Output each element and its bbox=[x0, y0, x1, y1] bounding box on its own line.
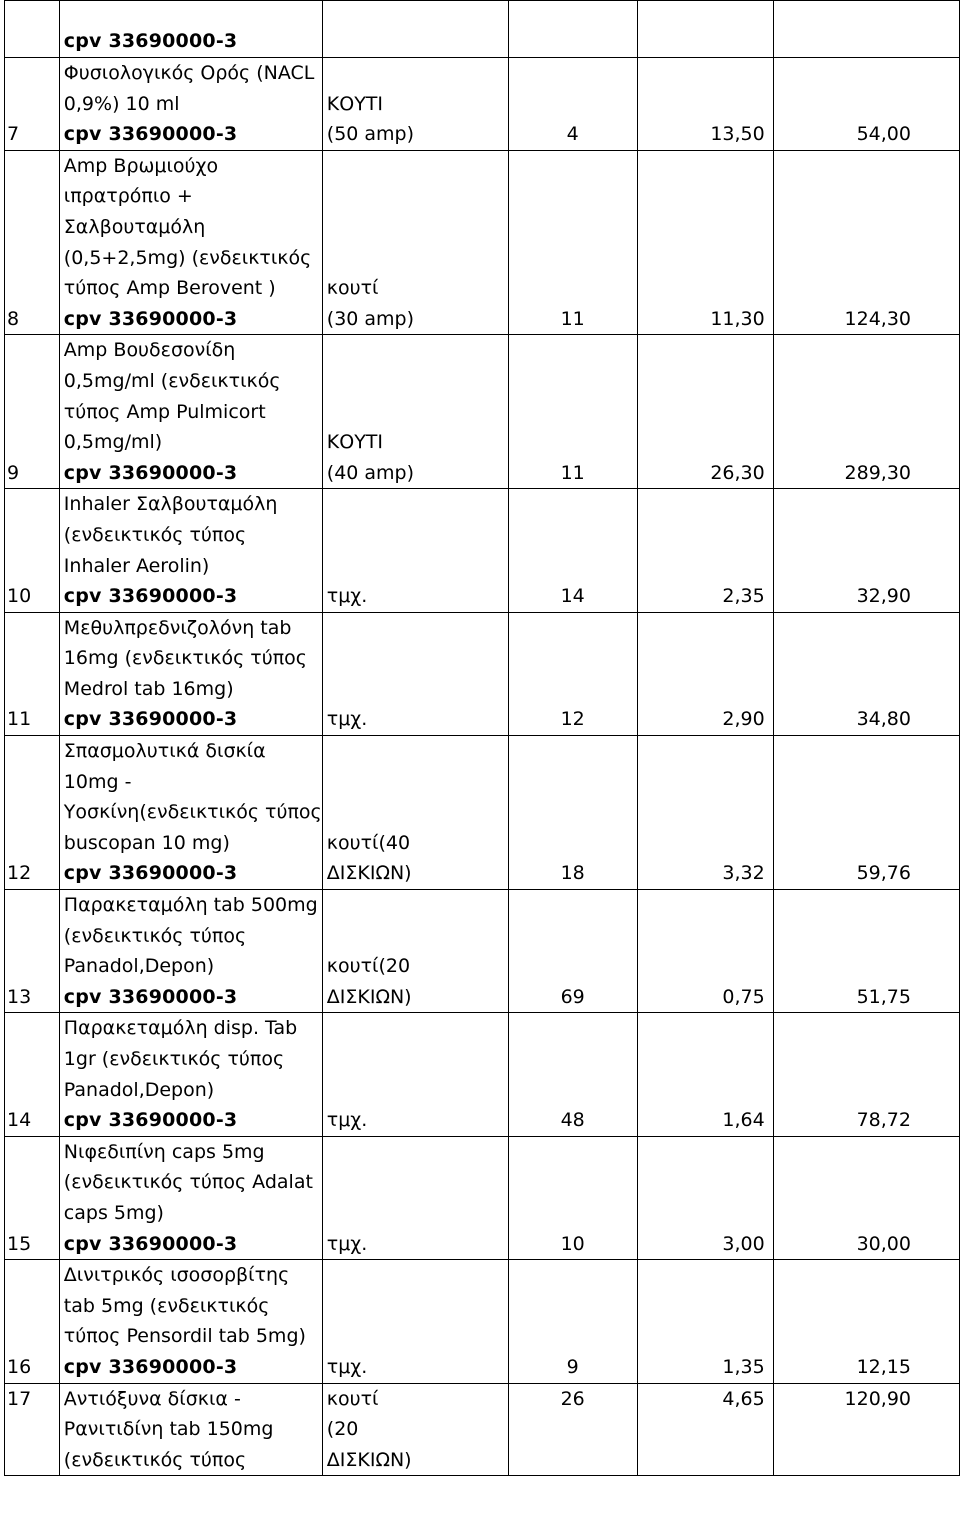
row-number: 11 bbox=[7, 708, 32, 731]
description-line: (ενδεικτικός τύπος bbox=[63, 924, 247, 947]
description-line: Amp Βρωμιούχο bbox=[63, 154, 219, 177]
total-cell bbox=[773, 736, 959, 890]
row-number: 14 bbox=[7, 1109, 32, 1132]
unit-price-value: 13,50 bbox=[710, 123, 765, 146]
description-line: (ενδεικτικός τύπος bbox=[63, 523, 247, 546]
unit-price-cell bbox=[637, 1260, 773, 1383]
row-number: 8 bbox=[7, 307, 20, 330]
description-line: buscopan 10 mg) bbox=[63, 831, 230, 854]
unit-line: (30 amp) bbox=[326, 307, 415, 330]
unit-price-cell bbox=[637, 1383, 773, 1476]
unit-line: (40 amp) bbox=[326, 461, 415, 484]
unit-line: κουτί(40 bbox=[326, 831, 411, 854]
cpv-code: cpv 33690000-3 bbox=[63, 123, 238, 146]
unit-cell bbox=[322, 1013, 508, 1136]
unit-price-value: 0,75 bbox=[722, 985, 765, 1008]
cpv-code: cpv 33690000-3 bbox=[63, 585, 238, 608]
description-line: Inhaler Aerolin) bbox=[63, 554, 210, 577]
quantity-value: 48 bbox=[560, 1109, 585, 1132]
unit-price-value: 2,35 bbox=[722, 585, 765, 608]
description-cell bbox=[59, 1260, 322, 1383]
row-number: 17 bbox=[7, 1387, 32, 1410]
row-number-cell bbox=[5, 736, 60, 890]
unit-cell bbox=[322, 890, 508, 1013]
total-cell bbox=[773, 1260, 959, 1383]
unit-line: τμχ. bbox=[326, 1355, 368, 1378]
unit-line: τμχ. bbox=[326, 1109, 368, 1132]
unit-line: τμχ. bbox=[326, 585, 368, 608]
total-cell bbox=[773, 489, 959, 612]
unit-cell bbox=[322, 736, 508, 890]
table-row bbox=[5, 1383, 960, 1476]
total-cell bbox=[773, 1383, 959, 1476]
unit-price-cell bbox=[637, 1, 773, 58]
quantity-value: 14 bbox=[560, 585, 585, 608]
description-line: Παρακεταμόλη tab 500mg bbox=[63, 894, 318, 917]
row-number: 15 bbox=[7, 1232, 32, 1255]
description-line: Ρανιτιδίνη tab 150mg bbox=[63, 1418, 274, 1441]
unit-cell bbox=[322, 612, 508, 735]
table-row bbox=[5, 1, 960, 58]
unit-cell bbox=[322, 1, 508, 58]
description-line: Inhaler Σαλβουταμόλη bbox=[63, 493, 278, 516]
quantity-value: 4 bbox=[566, 123, 579, 146]
unit-line: κουτί bbox=[326, 277, 379, 300]
total-value: 30,00 bbox=[856, 1232, 911, 1255]
unit-price-cell bbox=[637, 736, 773, 890]
cpv-code: cpv 33690000-3 bbox=[63, 1232, 238, 1255]
unit-price-cell bbox=[637, 150, 773, 335]
total-value: 78,72 bbox=[856, 1109, 911, 1132]
unit-price-value: 3,32 bbox=[722, 862, 765, 885]
quantity-value: 18 bbox=[560, 862, 585, 885]
description-line: 1gr (ενδεικτικός τύπος bbox=[63, 1048, 285, 1070]
unit-line: ΔΙΣΚΙΩΝ) bbox=[326, 862, 412, 885]
unit-price-cell bbox=[637, 1013, 773, 1136]
quantity-cell bbox=[508, 1013, 637, 1136]
row-number-cell bbox=[5, 150, 60, 335]
unit-cell bbox=[322, 1136, 508, 1259]
row-number-cell bbox=[5, 58, 60, 151]
quantity-cell bbox=[508, 1136, 637, 1259]
total-value: 54,00 bbox=[856, 123, 911, 146]
table-row bbox=[5, 612, 960, 735]
row-number-cell bbox=[5, 890, 60, 1013]
description-line: 0,5mg/ml (ενδεικτικός bbox=[63, 369, 281, 392]
cpv-code: cpv 33690000-3 bbox=[63, 708, 238, 731]
unit-cell bbox=[322, 150, 508, 335]
row-number-cell bbox=[5, 489, 60, 612]
description-line: 16mg (ενδεικτικός τύπος bbox=[63, 647, 307, 670]
cpv-code: cpv 33690000-3 bbox=[63, 30, 238, 53]
description-line: 10mg - bbox=[63, 770, 132, 793]
unit-price-value: 3,00 bbox=[722, 1232, 765, 1255]
unit-line: ΚΟΥΤΙ bbox=[326, 431, 384, 454]
table-row bbox=[5, 1260, 960, 1383]
quantity-cell bbox=[508, 489, 637, 612]
quantity-cell bbox=[508, 1260, 637, 1383]
table-body bbox=[5, 1, 960, 1476]
cpv-code: cpv 33690000-3 bbox=[63, 307, 238, 330]
row-number-cell bbox=[5, 1, 60, 58]
row-number-cell bbox=[5, 1383, 60, 1476]
table-row bbox=[5, 1013, 960, 1136]
quantity-cell bbox=[508, 736, 637, 890]
unit-line: (50 amp) bbox=[326, 123, 415, 146]
total-value: 12,15 bbox=[856, 1355, 911, 1378]
quantity-cell bbox=[508, 150, 637, 335]
total-cell bbox=[773, 1136, 959, 1259]
unit-price-value: 2,90 bbox=[722, 708, 765, 731]
unit-line: ΔΙΣΚΙΩΝ) bbox=[326, 1448, 412, 1471]
description-line: Σπασμολυτικά δισκία bbox=[63, 740, 266, 763]
description-line: Νιφεδιπίνη caps 5mg bbox=[63, 1140, 265, 1163]
unit-line: (20 bbox=[326, 1418, 359, 1441]
description-cell bbox=[59, 736, 322, 890]
description-line: (ενδεικτικός τύπος Adalat bbox=[63, 1171, 313, 1194]
description-line: Υοσκίνη(ενδεικτικός τύπος bbox=[63, 801, 322, 824]
unit-price-value: 4,65 bbox=[722, 1387, 765, 1410]
total-cell bbox=[773, 150, 959, 335]
row-number: 10 bbox=[7, 585, 32, 608]
description-cell bbox=[59, 58, 322, 151]
row-number: 9 bbox=[7, 461, 20, 484]
quantity-value: 10 bbox=[560, 1232, 585, 1255]
description-cell bbox=[59, 335, 322, 489]
total-value: 289,30 bbox=[844, 461, 911, 484]
medicines-table bbox=[4, 0, 960, 1476]
description-line: Panadol,Depon) bbox=[63, 955, 215, 978]
table-row bbox=[5, 736, 960, 890]
description-cell bbox=[59, 150, 322, 335]
quantity-cell bbox=[508, 612, 637, 735]
cpv-code: cpv 33690000-3 bbox=[63, 1109, 238, 1132]
unit-line: κουτί(20 bbox=[326, 955, 411, 978]
cpv-code: cpv 33690000-3 bbox=[63, 1355, 238, 1378]
total-value: 32,90 bbox=[856, 585, 911, 608]
unit-price-cell bbox=[637, 335, 773, 489]
quantity-cell bbox=[508, 1, 637, 58]
unit-cell bbox=[322, 58, 508, 151]
quantity-cell bbox=[508, 890, 637, 1013]
total-value: 34,80 bbox=[856, 708, 911, 731]
description-line: Μεθυλπρεδνιζολόνη tab bbox=[63, 616, 292, 639]
quantity-cell bbox=[508, 1383, 637, 1476]
description-line: τύπος Amp Pulmicort bbox=[63, 400, 266, 423]
quantity-cell bbox=[508, 58, 637, 151]
description-cell bbox=[59, 612, 322, 735]
description-line: Παρακεταμόλη disp. Tab bbox=[63, 1017, 298, 1040]
row-number-cell bbox=[5, 1260, 60, 1383]
quantity-value: 69 bbox=[560, 985, 585, 1008]
quantity-value: 9 bbox=[566, 1355, 579, 1378]
row-number-cell bbox=[5, 335, 60, 489]
description-cell bbox=[59, 890, 322, 1013]
unit-price-value: 1,35 bbox=[722, 1355, 765, 1378]
unit-price-cell bbox=[637, 489, 773, 612]
description-line: τύπος Amp Berovent ) bbox=[63, 277, 276, 300]
description-line: Amp Βουδεσονίδη bbox=[63, 339, 236, 362]
total-cell bbox=[773, 1013, 959, 1136]
description-line: 0,5mg/ml) bbox=[63, 431, 163, 454]
table-row bbox=[5, 150, 960, 335]
quantity-cell bbox=[508, 335, 637, 489]
row-number-cell bbox=[5, 1013, 60, 1136]
unit-cell bbox=[322, 1383, 508, 1476]
total-cell bbox=[773, 1, 959, 58]
table-row bbox=[5, 58, 960, 151]
description-line: (0,5+2,5mg) (ενδεικτικός bbox=[63, 246, 312, 269]
total-cell bbox=[773, 890, 959, 1013]
quantity-value: 26 bbox=[560, 1387, 585, 1410]
total-value: 124,30 bbox=[844, 307, 911, 330]
cpv-code: cpv 33690000-3 bbox=[63, 461, 238, 484]
unit-cell bbox=[322, 335, 508, 489]
description-cell bbox=[59, 1013, 322, 1136]
row-number: 13 bbox=[7, 985, 32, 1008]
description-cell bbox=[59, 1, 322, 58]
total-value: 51,75 bbox=[856, 985, 911, 1008]
table-row bbox=[5, 489, 960, 612]
description-line: Medrol tab 16mg) bbox=[63, 677, 234, 700]
description-line: τύπος Pensordil tab 5mg) bbox=[63, 1325, 306, 1348]
row-number: 16 bbox=[7, 1355, 32, 1378]
total-cell bbox=[773, 335, 959, 489]
description-cell bbox=[59, 1136, 322, 1259]
table-row bbox=[5, 335, 960, 489]
description-line: Φυσιολογικός Ορός (NACL bbox=[63, 62, 315, 84]
description-line: tab 5mg (ενδεικτικός bbox=[63, 1294, 270, 1317]
unit-line: ΔΙΣΚΙΩΝ) bbox=[326, 985, 412, 1008]
description-line: Panadol,Depon) bbox=[63, 1078, 215, 1101]
quantity-value: 11 bbox=[560, 307, 585, 330]
unit-price-cell bbox=[637, 612, 773, 735]
description-line: Δινιτρικός ισοσορβίτης bbox=[63, 1264, 290, 1287]
unit-price-cell bbox=[637, 1136, 773, 1259]
unit-line: ΚΟΥΤΙ bbox=[326, 92, 384, 115]
cpv-code: cpv 33690000-3 bbox=[63, 985, 238, 1008]
description-line: Σαλβουταμόλη bbox=[63, 215, 206, 238]
description-line: (ενδεικτικός τύπος bbox=[63, 1448, 247, 1471]
description-line: ιπρατρόπιο + bbox=[63, 185, 193, 208]
unit-price-value: 11,30 bbox=[710, 307, 765, 330]
unit-price-value: 26,30 bbox=[710, 461, 765, 484]
description-line: 0,9%) 10 ml bbox=[63, 92, 180, 115]
unit-price-cell bbox=[637, 890, 773, 1013]
description-cell bbox=[59, 489, 322, 612]
total-value: 120,90 bbox=[844, 1387, 911, 1410]
total-cell bbox=[773, 58, 959, 151]
description-cell bbox=[59, 1383, 322, 1476]
description-line: caps 5mg) bbox=[63, 1201, 164, 1224]
row-number: 7 bbox=[7, 123, 20, 146]
unit-price-cell bbox=[637, 58, 773, 151]
row-number: 12 bbox=[7, 862, 32, 885]
quantity-value: 11 bbox=[560, 461, 585, 484]
unit-price-value: 1,64 bbox=[722, 1109, 765, 1132]
unit-line: τμχ. bbox=[326, 1232, 368, 1255]
total-value: 59,76 bbox=[856, 862, 911, 885]
description-line: Αντιόξυνα δίσκια - bbox=[63, 1387, 241, 1410]
table-row bbox=[5, 890, 960, 1013]
unit-line: κουτί bbox=[326, 1387, 379, 1410]
total-cell bbox=[773, 612, 959, 735]
cpv-code: cpv 33690000-3 bbox=[63, 862, 238, 885]
row-number-cell bbox=[5, 1136, 60, 1259]
quantity-value: 12 bbox=[560, 708, 585, 731]
unit-cell bbox=[322, 1260, 508, 1383]
table-row bbox=[5, 1136, 960, 1259]
unit-line: τμχ. bbox=[326, 708, 368, 731]
row-number-cell bbox=[5, 612, 60, 735]
unit-cell bbox=[322, 489, 508, 612]
